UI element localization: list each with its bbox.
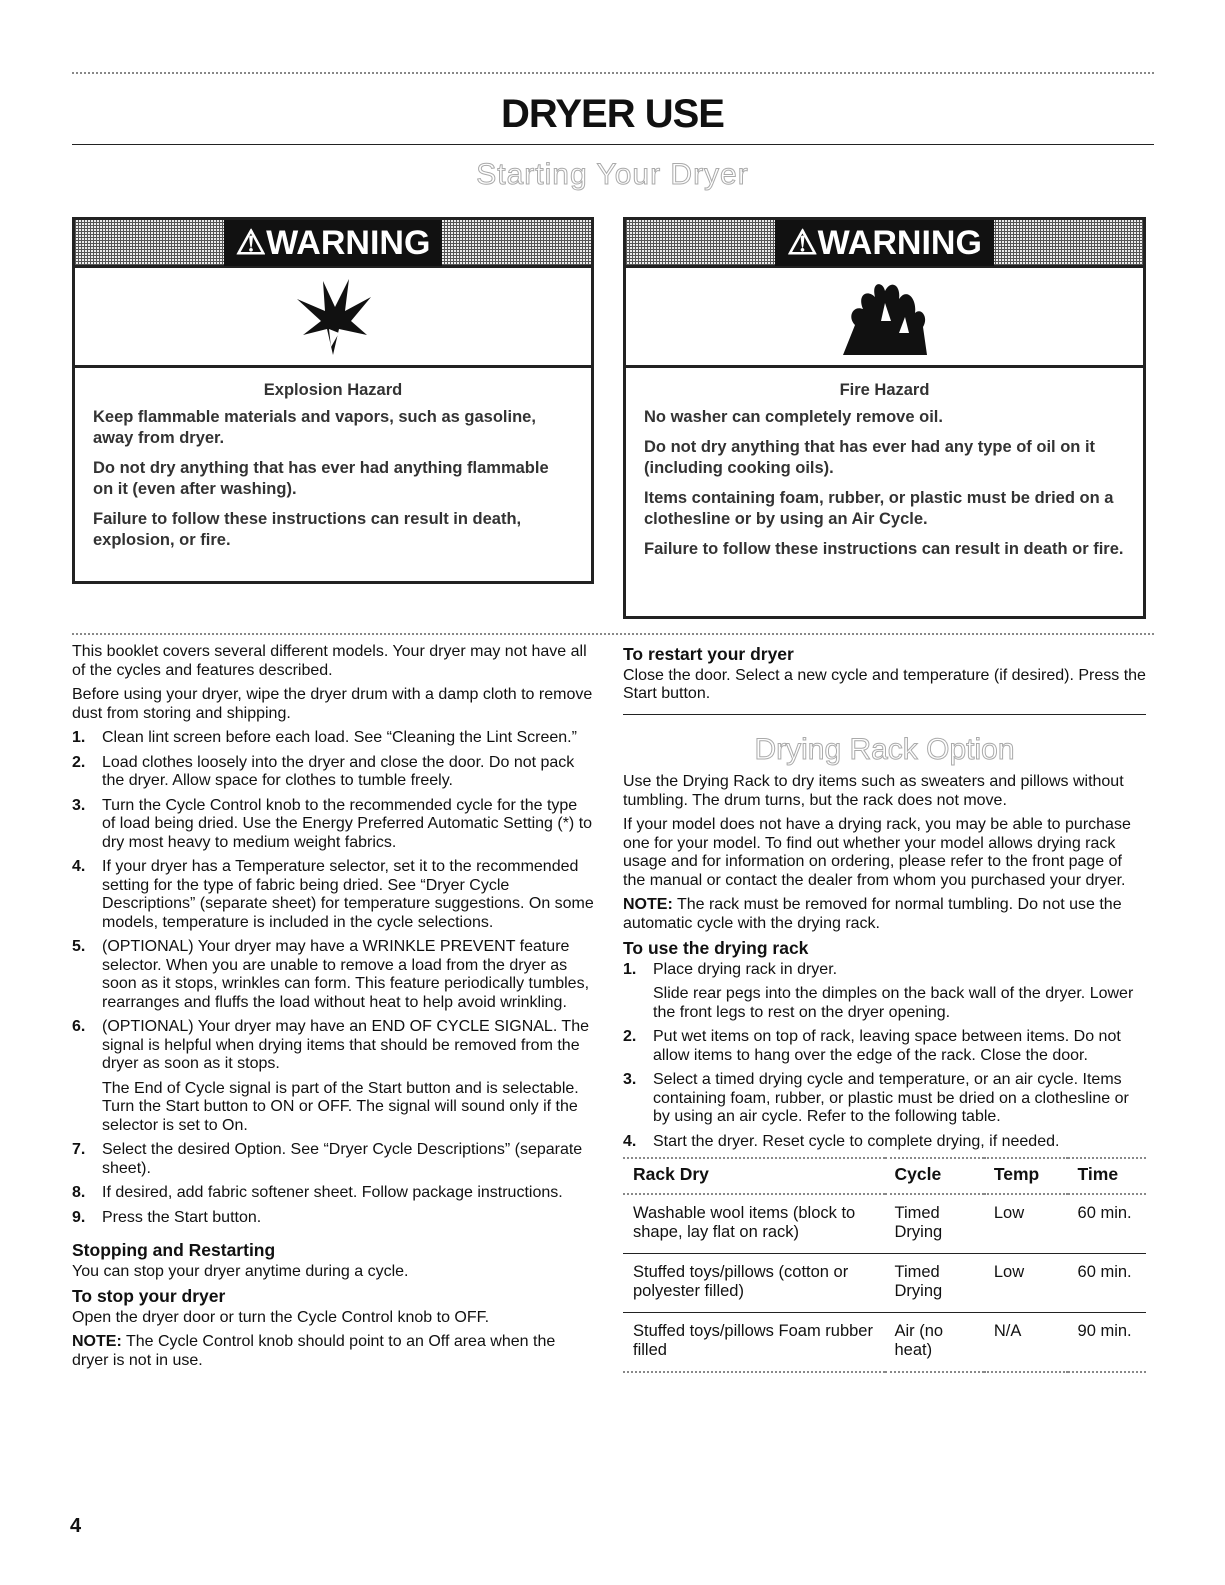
rack-paragraph: Use the Drying Rack to dry items such as sweaters and pillows without tumbling. The drum turns, but the rack does not move. — [623, 773, 1124, 809]
list-item: 8. If desired, add fabric softener sheet. Follow package instructions. — [72, 1184, 563, 1201]
start-steps-list — [72, 729, 594, 1227]
rack-dry-table — [623, 1157, 1146, 1373]
table-cell: Timed Drying — [885, 1194, 984, 1254]
warning-line: Keep flammable materials and vapors, such as gasoline, away from dryer. — [93, 408, 536, 447]
section-title-starting: Starting Your Dryer — [476, 158, 749, 191]
table-cell: 90 min. — [1068, 1313, 1146, 1373]
section-dotted-rule — [72, 633, 1154, 635]
to-stop-paragraph: Open the dryer door or turn the Cycle Control knob to OFF. — [72, 1308, 490, 1326]
section-title-drying-rack: Drying Rack Option — [754, 732, 1015, 766]
top-dotted-rule — [72, 72, 1154, 74]
title-rule — [72, 144, 1154, 145]
list-item: 4. Start the dryer. Reset cycle to complete drying, if needed. — [623, 1132, 1060, 1150]
warning-line: Failure to follow these instructions can result in death, explosion, or fire. — [93, 510, 522, 549]
note-paragraph: NOTE: The Cycle Control knob should point to an Off area when the dryer is not in use. — [72, 1333, 556, 1369]
column-header: Cycle — [885, 1158, 984, 1194]
heading-to-restart: To restart your dryer — [623, 644, 794, 664]
section-rule — [623, 714, 1146, 715]
stop-paragraph: You can stop your dryer anytime during a cycle. — [72, 1262, 409, 1280]
table-row — [623, 1254, 1146, 1313]
warning-body — [75, 368, 591, 572]
table-cell: Stuffed toys/pillows (cotton or polyester filled) — [623, 1254, 885, 1313]
page-number: 4 — [70, 1515, 82, 1537]
table-header-row — [623, 1158, 1146, 1194]
column-header: Time — [1068, 1158, 1146, 1194]
note-paragraph: NOTE: The rack must be removed for normal tumbling. Do not use the automatic cycle with the drying rack. — [623, 896, 1122, 932]
list-item: 3. Select a timed drying cycle and temperature, or an air cycle. Items containing foam, rubber, or plastic must be dried on a clothesline or by using an air cycle. Refer to the following table. — [623, 1071, 1129, 1125]
warning-line: Do not dry anything that has ever had any type of oil on it (including cooking oils). — [644, 438, 1096, 477]
hazard-title: Fire Hazard — [839, 381, 930, 399]
explosion-icon — [75, 268, 591, 368]
intro-paragraph: This booklet covers several different models. Your dryer may not have all of the cycles and features described. — [72, 643, 587, 679]
table-cell: 60 min. — [1068, 1194, 1146, 1254]
right-column — [623, 643, 1146, 1373]
warning-body — [626, 368, 1143, 581]
warning-header — [626, 220, 1143, 268]
table-cell: N/A — [984, 1313, 1068, 1373]
table-row — [623, 1194, 1146, 1254]
left-column — [72, 643, 594, 1376]
list-item: 2. Put wet items on top of rack, leaving space between items. Do not allow items to hang over the edge of the rack. Close the door. — [623, 1028, 1121, 1064]
table-cell: Stuffed toys/pillows Foam rubber filled — [623, 1313, 885, 1373]
heading-to-use-rack: To use the drying rack — [623, 938, 809, 958]
warning-line: Items containing foam, rubber, or plastic must be dried on a clothesline or by using an Air Cycle. — [644, 489, 1114, 528]
page-title: DRYER USE — [501, 92, 724, 136]
table-cell: Washable wool items (block to shape, lay flat on rack) — [623, 1194, 885, 1254]
rack-steps-list — [623, 961, 1146, 1152]
table-cell: Low — [984, 1254, 1068, 1313]
heading-stopping-restarting: Stopping and Restarting — [72, 1240, 276, 1260]
warning-header — [75, 220, 591, 268]
warning-line: Do not dry anything that has ever had anything flammable on it (even after washing). — [93, 459, 549, 498]
intro-paragraph: Before using your dryer, wipe the dryer drum with a damp cloth to remove dust from storing and shipping. — [72, 686, 593, 722]
restart-paragraph: Close the door. Select a new cycle and temperature (if desired). Press the Start button. — [623, 666, 1146, 702]
list-item: 2. Load clothes loosely into the dryer and close the door. Do not pack the dryer. Allow space for clothes to tumble freely. — [72, 753, 575, 789]
list-item: 4. If your dryer has a Temperature selector, set it to the recommended setting for the type of fabric being dried. See “Dryer Cycle Descriptions” (separate sheet) for temperature suggestions. On some models, temperature is included in the cycle selections. — [72, 858, 594, 931]
table-cell: Low — [984, 1194, 1068, 1254]
list-item: 9. Press the Start button. — [72, 1208, 262, 1226]
list-item: 3. Turn the Cycle Control knob to the recommended cycle for the type of load being dried. Use the Energy Preferred Automatic Setting (*) to dry most heavy to medium weight fabrics. — [72, 796, 593, 851]
list-item: 1. Place drying rack in dryer. Slide rear pegs into the dimples on the back wall of the dryer. Lower the front legs to rest on the dryer opening. — [623, 960, 1134, 1021]
list-item: 6. (OPTIONAL) Your dryer may have an END OF CYCLE SIGNAL. The signal is helpful when drying items that should be removed from the dryer as soon as it stops. The End of Cycle signal is part of the Start button and is selectable. Turn the Start button to ON or OFF. The signal will sound only if the selector is set to On. — [72, 1018, 589, 1134]
warning-box-fire — [623, 217, 1146, 619]
list-item: 7. Select the desired Option. See “Dryer Cycle Descriptions” (separate sheet). — [72, 1141, 583, 1177]
hazard-title: Explosion Hazard — [263, 381, 403, 399]
list-item: 5. (OPTIONAL) Your dryer may have a WRINKLE PREVENT feature selector. When you are unable to remove a load from the dryer as soon as it stops, wrinkles can form. This feature periodically tumbles, rearranges and fluffs the load without heat to help avoid wrinkling. — [72, 938, 590, 1011]
fire-icon — [626, 268, 1143, 368]
list-item: 1. Clean lint screen before each load. See “Cleaning the Lint Screen.” — [72, 729, 577, 746]
warning-label: ⚠WARNING — [224, 220, 443, 266]
table-cell: Timed Drying — [885, 1254, 984, 1313]
warning-line: No washer can completely remove oil. — [644, 408, 943, 426]
table-cell: Air (no heat) — [885, 1313, 984, 1373]
rack-paragraph: If your model does not have a drying rack, you may be able to purchase one for your model. To find out whether your model allows drying rack usage and for information on ordering, please refer to the front page of the manual or contact the dealer from whom you purchased your dryer. — [623, 816, 1131, 889]
column-header: Rack Dry — [623, 1158, 885, 1194]
column-header: Temp — [984, 1158, 1068, 1194]
table-cell: 60 min. — [1068, 1254, 1146, 1313]
warning-box-explosion — [72, 217, 594, 584]
heading-to-stop: To stop your dryer — [72, 1286, 226, 1306]
table-row — [623, 1313, 1146, 1373]
warning-label: ⚠WARNING — [775, 220, 994, 266]
warning-line: Failure to follow these instructions can result in death or fire. — [644, 540, 1124, 558]
